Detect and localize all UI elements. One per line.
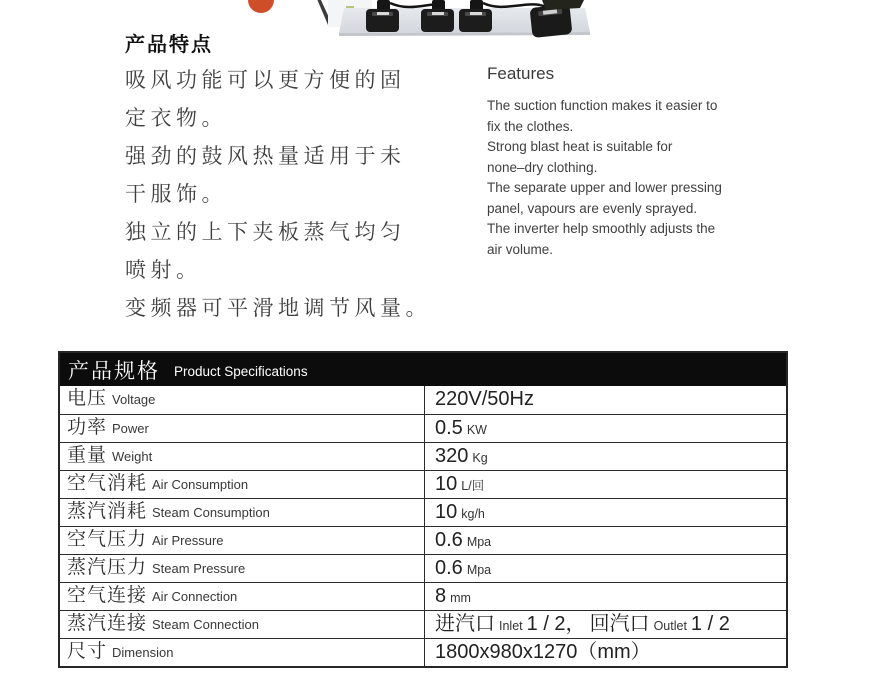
feature-line-en: air volume. [487,241,554,257]
feature-line-zh: 独立的上下夹板蒸气均匀 [125,221,406,244]
spec-label-en: Steam Consumption [152,505,270,520]
feature-line-zh: 定衣物。 [125,107,227,130]
spec-value-segment: 进汽口 [435,613,495,635]
feature-line-zh: 吸风功能可以更方便的固 [125,69,406,92]
spec-header-title-en: Product Specifications [174,364,308,379]
spec-value-segment: mm [450,591,471,605]
feature-line-zh: 变频器可平滑地调节风量。 [125,297,431,320]
product-photo-art [240,0,600,42]
feature-line-zh: 强劲的鼓风热量适用于未 [125,145,406,168]
spec-value-segment: Outlet [653,619,687,633]
spec-label-cell [60,415,425,442]
spec-value-segment: kg/h [461,507,485,521]
feature-line-zh: 喷射。 [125,259,202,282]
spec-row [60,582,786,610]
product-photo-fragment [240,0,600,42]
spec-label-zh: 尺寸 [67,641,108,662]
feature-line-en: The separate upper and lower pressing [487,180,722,195]
spec-value-cell [425,527,786,554]
spec-label-cell [60,611,425,638]
spec-value-segment: Inlet [499,619,523,633]
spec-label-cell [60,386,425,414]
spec-value-segment: 0.6 [435,529,463,551]
feature-line-en: none–dry clothing. [487,159,598,175]
foot-pedal-2 [421,9,454,32]
spec-table-header [60,353,786,386]
spec-row [60,470,786,498]
spec-header-title-zh: 产品规格 [68,359,160,383]
features-text-en [487,96,787,260]
spec-label-en: Air Pressure [152,533,224,548]
spec-value-segment: KW [466,423,487,437]
spec-value-segment: 10 [435,473,458,495]
spec-value-segment: 回汽口 [589,613,650,635]
spec-row [60,638,786,666]
spec-value-segment: 320 [435,445,469,467]
spec-label-en: Weight [112,449,153,464]
spec-value-cell [425,471,786,498]
spec-value-segment: 8 [435,585,447,607]
spec-label-cell [60,527,425,554]
spec-label-en: Power [112,421,149,436]
spec-value-cell [425,555,786,582]
red-knob [248,0,274,13]
spec-label-en: Air Connection [152,589,238,604]
spec-value-segment: 0.5 [435,417,463,439]
spec-value-segment: 1 / 2 [690,613,730,635]
spec-value-segment: Kg [472,451,488,465]
spec-value-cell [425,583,786,610]
spec-label-cell [60,639,425,666]
spec-value-segment: 10 [435,501,458,523]
spec-row [60,414,786,442]
spec-label-zh: 蒸汽压力 [67,557,148,578]
spec-label-cell [60,443,425,470]
spec-row [60,610,786,638]
spec-value-cell [425,443,786,470]
spec-label-en: Voltage [112,392,156,407]
spec-value-segment: Mpa [466,563,492,577]
spec-label-zh: 功率 [67,417,108,438]
spec-value-segment: 0.6 [435,557,463,579]
spec-label-cell [60,471,425,498]
spec-value-segment: 1 / 2， [526,613,586,635]
spec-row [60,526,786,554]
spec-value-cell [425,415,786,442]
foot-pedal-1 [366,9,399,32]
spec-label-en: Steam Connection [152,617,259,632]
spec-value-cell [425,386,786,414]
feature-line-en: Strong blast heat is suitable for [487,139,673,154]
spec-row [60,498,786,526]
spec-label-zh: 蒸汽连接 [67,613,148,634]
spec-row [60,554,786,582]
spec-label-zh: 空气连接 [67,585,148,606]
spec-value-cell [425,611,786,638]
features-heading-zh: 产品特点 [125,34,213,56]
spec-value-segment: Mpa [466,535,492,549]
spec-table [58,351,788,668]
features-heading-en: Features [487,64,555,83]
feature-line-en: The inverter help smoothly adjusts the [487,221,716,236]
spec-value-segment: L/回 [461,479,485,493]
spec-label-en: Air Consumption [152,477,249,492]
spec-row [60,442,786,470]
spec-label-en: Dimension [112,645,174,660]
spec-label-en: Steam Pressure [152,561,246,576]
feature-line-zh: 干服饰。 [125,183,227,206]
spec-label-cell [60,555,425,582]
spec-value-cell [425,639,786,666]
feature-line-en: fix the clothes. [487,118,574,134]
spec-label-zh: 重量 [67,445,108,466]
spec-label-zh: 蒸汽消耗 [67,501,148,522]
spec-label-cell [60,583,425,610]
spec-table-rows [60,386,786,666]
spec-value-cell [425,499,786,526]
spec-label-zh: 空气消耗 [67,473,148,494]
foot-pedal-3 [459,9,492,32]
spec-label-zh: 空气压力 [67,529,148,550]
feature-line-en: panel, vapours are evenly sprayed. [487,200,698,216]
spec-label-zh: 电压 [67,388,108,409]
spec-value-segment: 220V/50Hz [435,388,534,410]
spec-row [60,386,786,414]
features-text-zh [125,62,485,328]
feature-line-en: The suction function makes it easier to [487,98,718,113]
spec-label-cell [60,499,425,526]
spec-value-segment: 1800x980x1270（mm） [435,641,651,663]
